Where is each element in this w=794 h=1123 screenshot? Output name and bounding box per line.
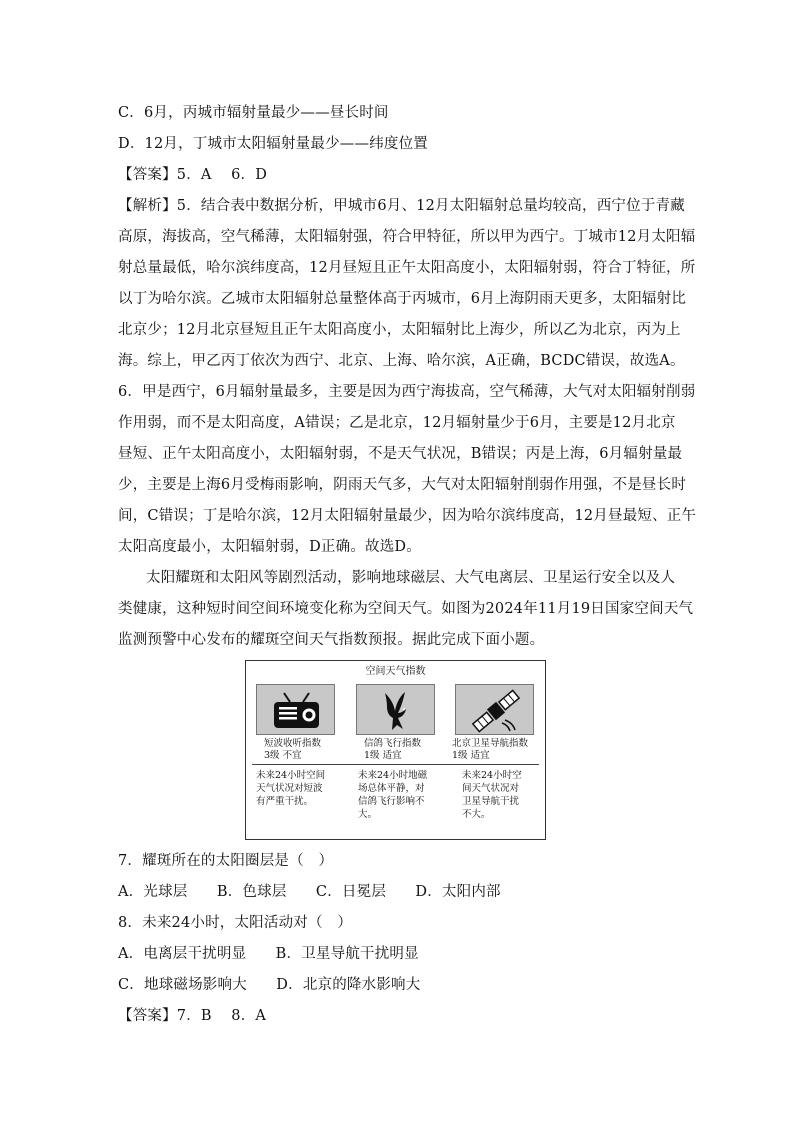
shortwave-index-name: 短波收听指数 bbox=[264, 738, 322, 749]
navigation-index-name: 北京卫星导航指数 bbox=[452, 738, 529, 749]
navigation-description: 未来24小时空间天气状况对卫星导航干扰不大。 bbox=[462, 770, 522, 820]
passage-line: 监测预警中心发布的耀斑空间天气指数预报。据此完成下面小题。 bbox=[118, 632, 545, 648]
pigeon-description: 未来24小时地磁场总体平静，对信鸽飞行影响不大。 bbox=[358, 770, 428, 820]
question-7-options: A．光球层 B．色球层 C．日冕层 D．太阳内部 bbox=[118, 884, 501, 900]
satellite-icon bbox=[456, 685, 535, 736]
explanation-line: 太阳高度最小，太阳辐射弱，D正确。故选D。 bbox=[118, 539, 421, 555]
explanation-line: 作用弱，而不是太阳高度，A错误；乙是北京，12月辐射量少于6月，主要是12月北京 bbox=[118, 415, 676, 431]
explanation-line: 北京少；12月北京昼短且正午太阳高度小，太阳辐射比上海少，所以乙为北京，丙为上 bbox=[118, 322, 681, 338]
pigeon-index-label bbox=[364, 738, 456, 762]
explanation-line: 高原，海拔高，空气稀薄，太阳辐射强，符合甲特征，所以甲为西宁。丁城市12月太阳辐 bbox=[118, 229, 696, 245]
answer-7-8: 【答案】7．B 8．A bbox=[118, 1008, 267, 1024]
navigation-index-label bbox=[452, 738, 544, 762]
question-8-options-cd: C．地球磁场影响大 D．北京的降水影响大 bbox=[118, 977, 421, 993]
satellite-panel bbox=[455, 684, 534, 735]
option-c-q6: C．6月，丙城市辐射量最少——昼长时间 bbox=[118, 105, 389, 121]
question-8: 8．未来24小时，太阳活动对（ ） bbox=[118, 915, 353, 931]
question-8-options-ab: A．电离层干扰明显 B．卫星导航干扰明显 bbox=[118, 946, 419, 962]
option-d-q6: D．12月，丁城市太阳辐射量最少——纬度位置 bbox=[118, 136, 428, 152]
shortwave-index-label bbox=[264, 738, 356, 762]
explanation-line: 射总量最低，哈尔滨纬度高，12月昼短且正午太阳高度小，太阳辐射弱，符合丁特征，所 bbox=[118, 260, 696, 276]
space-weather-index-figure bbox=[245, 660, 546, 840]
explanation-line: 以丁为哈尔滨。乙城市太阳辐射总量整体高于丙城市，6月上海阴雨天更多，太阳辐射比 bbox=[118, 291, 687, 307]
pigeon-index-level: 1级 适宜 bbox=[364, 750, 402, 761]
question-7: 7．耀斑所在的太阳圈层是（ ） bbox=[118, 853, 334, 869]
pigeon-index-name: 信鸽飞行指数 bbox=[364, 738, 422, 749]
passage-line: 太阳耀斑和太阳风等剧烈活动，影响地球磁层、大气电离层、卫星运行安全以及人 bbox=[146, 570, 676, 586]
shortwave-description: 未来24小时空间天气状况对短波有严重干扰。 bbox=[256, 770, 326, 807]
pigeon-icon bbox=[357, 685, 436, 736]
answer-5-6: 【答案】5．A 6．D bbox=[118, 167, 268, 183]
explanation-line: 昼短、正午太阳高度小，太阳辐射弱，不是天气状况，B错误；丙是上海，6月辐射量最 bbox=[118, 446, 683, 462]
navigation-index-level: 1级 适宜 bbox=[452, 750, 490, 761]
radio-panel bbox=[256, 684, 335, 735]
radio-icon bbox=[257, 685, 336, 736]
explanation-line: 【解析】5．结合表中数据分析，甲城市6月、12月太阳辐射总量均较高，西宁位于青藏 bbox=[118, 198, 685, 214]
pigeon-panel bbox=[356, 684, 435, 735]
shortwave-index-level: 3级 不宜 bbox=[264, 750, 302, 761]
figure-title: 空间天气指数 bbox=[365, 666, 426, 677]
explanation-line: 6．甲是西宁，6月辐射量最多，主要是因为西宁海拔高，空气稀薄，大气对太阳辐射削弱 bbox=[118, 384, 696, 400]
explanation-line: 间，C错误；丁是哈尔滨，12月太阳辐射量最少，因为哈尔滨纬度高，12月昼最短、正午 bbox=[118, 508, 697, 524]
figure-divider bbox=[252, 764, 539, 765]
explanation-line: 少，主要是上海6月受梅雨影响，阴雨天气多，大气对太阳辐射削弱作用强，不是昼长时 bbox=[118, 477, 687, 493]
passage-line: 类健康，这种短时间空间环境变化称为空间天气。如图为2024年11月19日国家空间天气 bbox=[118, 601, 694, 617]
explanation-line: 海。综上，甲乙丙丁依次为西宁、北京、上海、哈尔滨，A正确，BCDC错误，故选A。 bbox=[118, 353, 685, 369]
